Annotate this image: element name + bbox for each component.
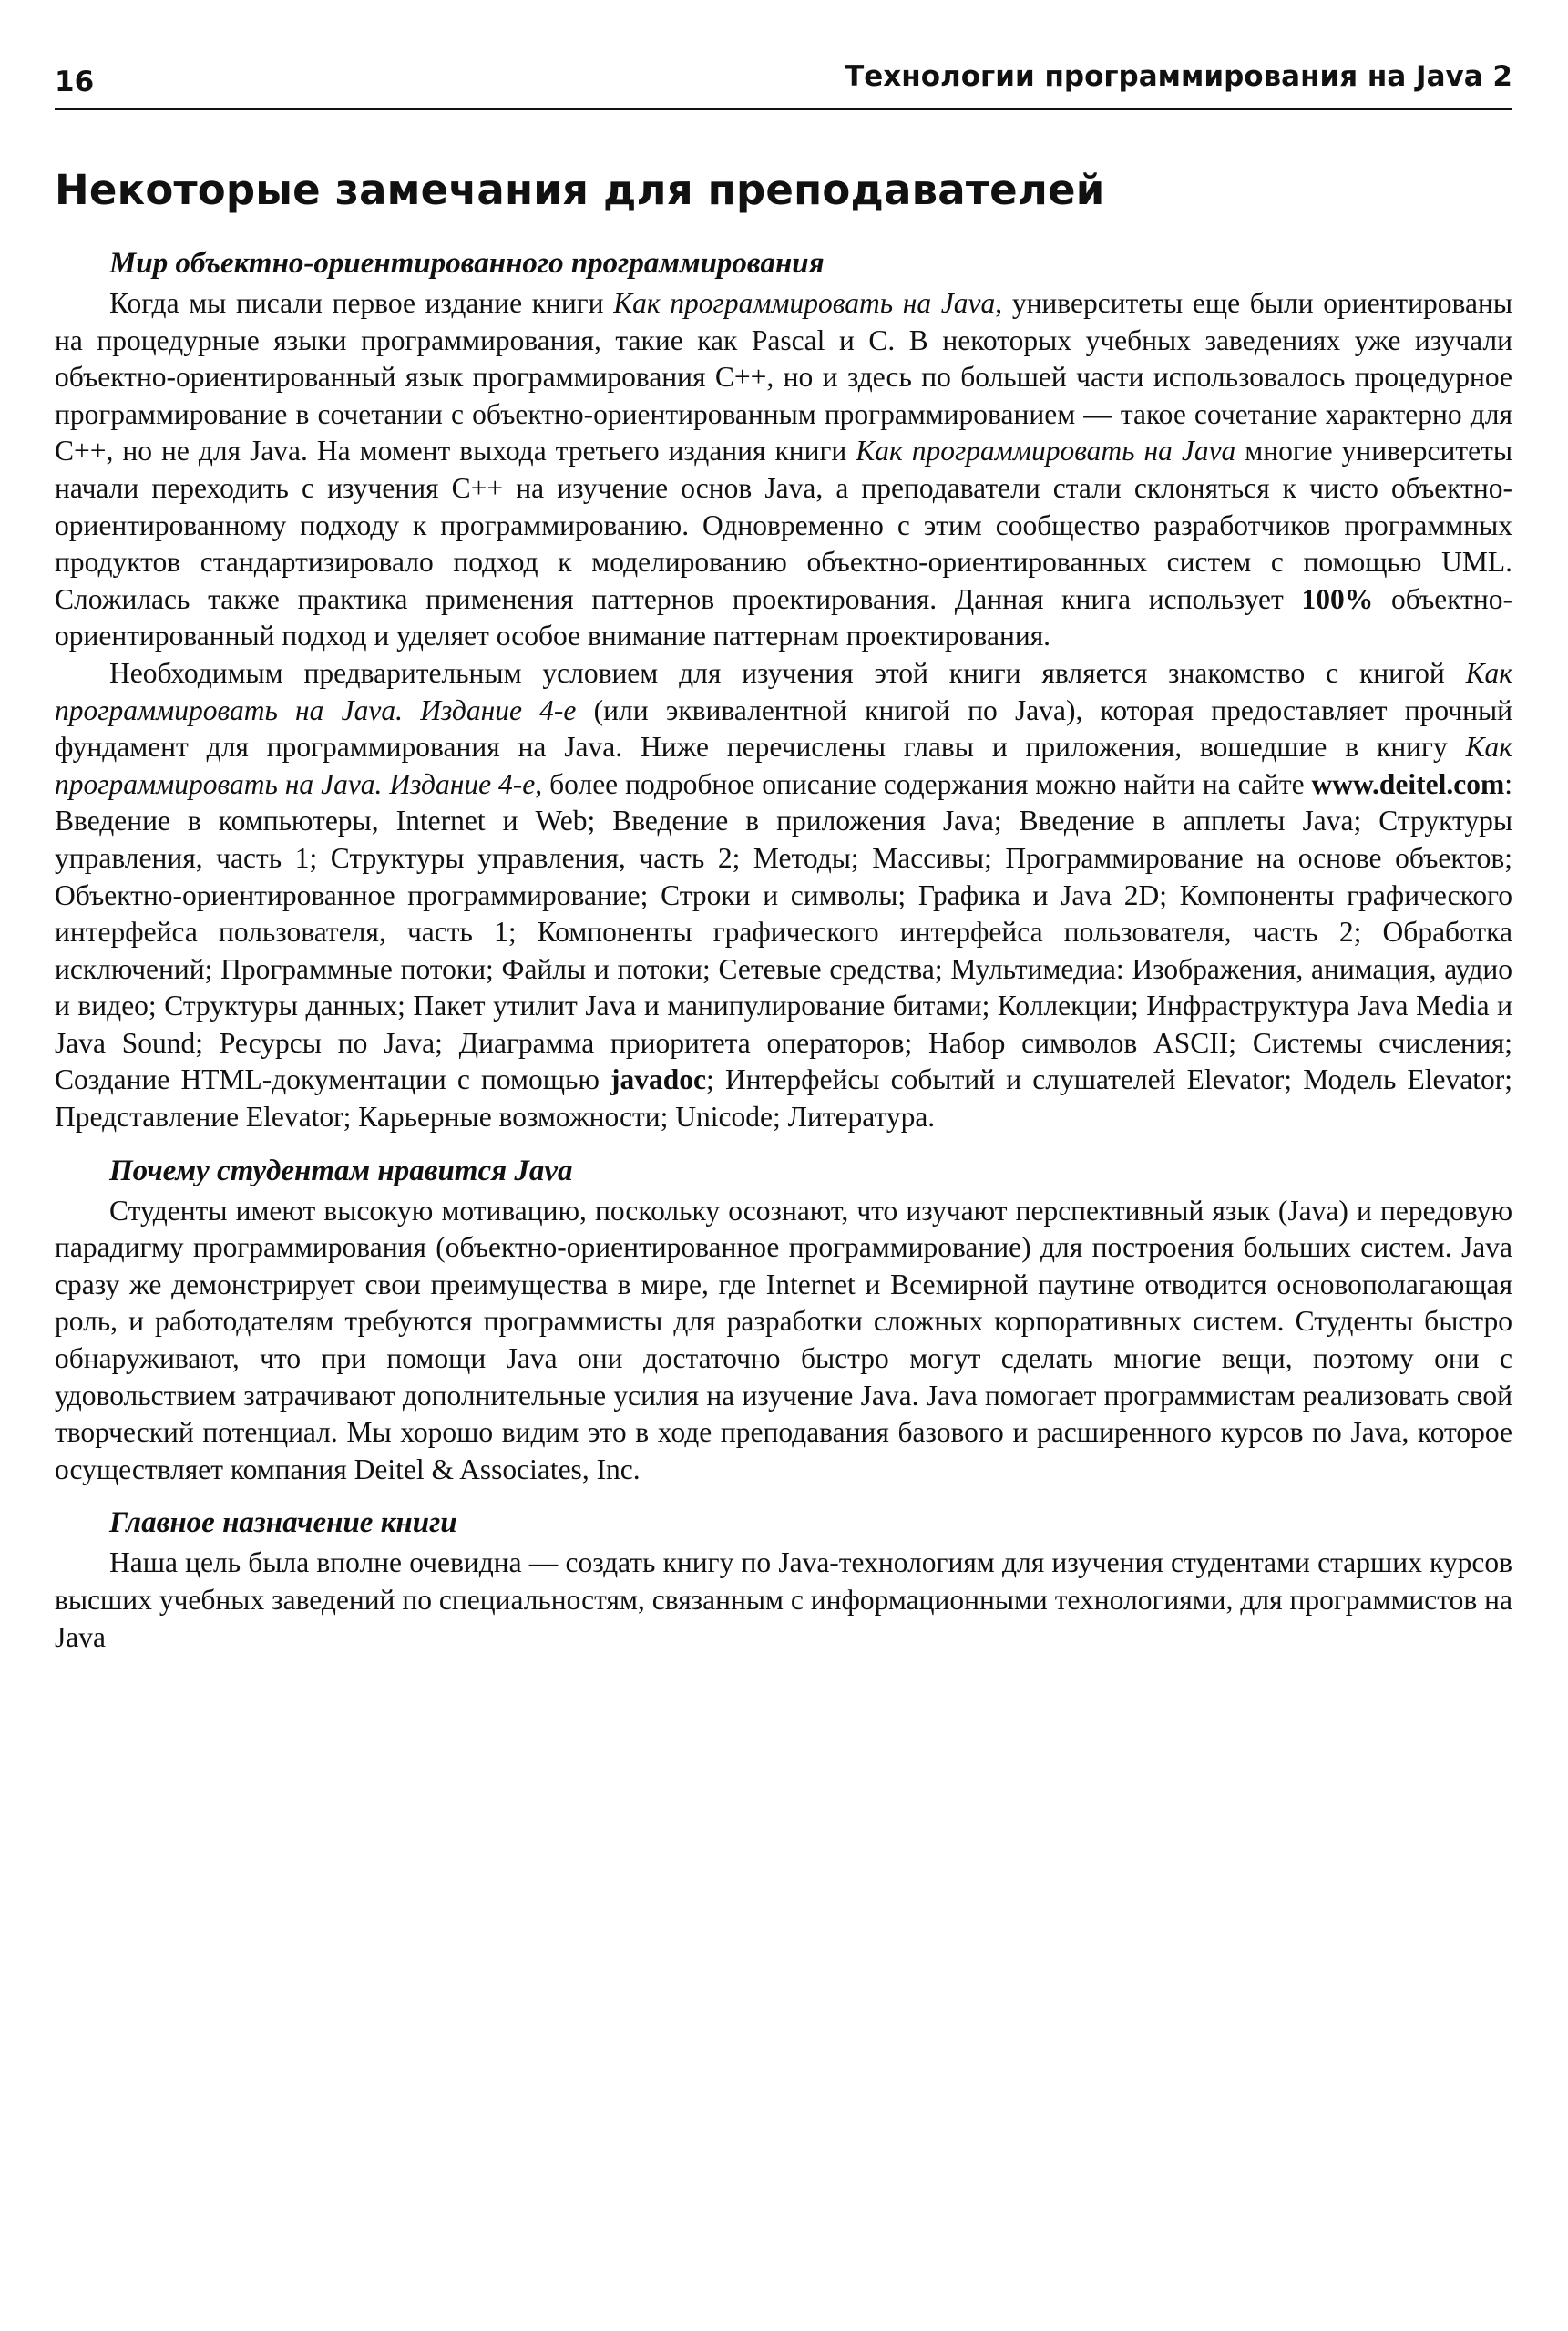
section-title: Почему студентам нравится Java bbox=[109, 1154, 573, 1187]
text-run: (или эквивалентной книгой по Java), которая предоставляет прочный фундамент для программирования на Java. Ниже перечислены главы и приложения, вошедшие в книгу bbox=[55, 693, 1512, 764]
header-rule bbox=[55, 108, 1512, 110]
text-run: Студенты имеют высокую мотивацию, поскольку осознают, что изучают перспективный язык (Java) и передовую парадигму программирования (объектно-ориентированное программирование) для построения больших систем. Java сразу же демонстрирует свои преимущества в мире, где Internet и Всемирной паутине отводится основополагающая роль, и работодателям требуются программисты для разработки сложных корпоративных систем. Студенты быстро обнаруживают, что при помощи Java они достаточно быстро могут сделать многие вещи, поэтому они с удовольствием затрачивают дополнительные усилия на изучение Java. Java помогает программистам реализовать свой творческий потенциал. Мы хорошо видим это в ходе преподавания базового и расширенного курсов по Java, которое осуществляет компания Deitel & Associates, Inc. bbox=[55, 1194, 1512, 1485]
text-run: многие университеты начали переходить с изучения C++ на изучение основ Java, а преподаватели стали склоняться к чисто объектно-ориентированному подходу к программированию. Одновременно с этим сообщество разработчиков программных продуктов стандартизировало подход к моделированию объектно-ориентированных систем с помощью UML. Сложилась также практика применения паттернов проектирования. Данная книга использует bbox=[55, 435, 1513, 615]
running-head bbox=[55, 55, 1512, 102]
text-run: : Введение в компьютеры, Internet и Web; Введение в приложения Java; Введение в апплеты Java; Структуры управления, часть 1; Структуры управления, часть 2; Методы; Массивы; Программирование на основе объектов; Объектно-ориентированное программирование; Строки и символы; Графика и Java 2D; Компоненты графического интерфейса пользователя, часть 1; Компоненты графического интерфейса пользователя, часть 2; Обработка исключений; Программные потоки; Файлы и потоки; Сетевые средства; Мультимедиа: Изображения, анимация, аудио и видео; Структуры данных; Пакет утилит Java и манипулирование битами; Коллекции; Инфраструктура Java Media и Java Sound; Ресурсы по Java; Диаграмма приоритета операторов; Набор символов ASCII; Системы счисления; Создание HTML-документации с помощью bbox=[55, 767, 1512, 1096]
bold-text: javadoc bbox=[610, 1063, 707, 1096]
paragraph bbox=[55, 1545, 1512, 1656]
page-number: 16 bbox=[55, 66, 95, 98]
italic-text: Как программировать на Java bbox=[613, 287, 996, 319]
paragraph bbox=[55, 285, 1512, 655]
text-run: ; Интерфейсы событий и слушателей Elevator; Модель Elevator; Представление Elevator; Карьерные возможности; Unicode; Литература. bbox=[55, 1063, 1513, 1134]
bold-text: www.deitel.com bbox=[1311, 767, 1505, 800]
text-run: Наша цель была вполне очевидна — создать книгу по Java-технологиям для изучения студентами старших курсов высших учебных заведений по специальностям, связанным с информационными технологиями, для программистов на Java bbox=[55, 1546, 1512, 1653]
italic-text: Как программировать на Java. Издание 4-е bbox=[55, 656, 1512, 726]
text-run: Когда мы писали первое издание книги bbox=[109, 287, 614, 319]
paragraph bbox=[55, 1193, 1512, 1489]
chapter-title: Некоторые замечания для преподавателей bbox=[55, 166, 1105, 214]
book-page bbox=[55, 55, 1513, 1653]
bold-text: 100% bbox=[1301, 582, 1374, 615]
running-head-title: Технологии программирования на Java 2 bbox=[845, 60, 1512, 93]
text-run: Необходимым предварительным условием для изучения этой книги является знакомство с книгой bbox=[109, 656, 1466, 689]
paragraph bbox=[55, 655, 1512, 1136]
text-run: , университеты еще были ориентированы на процедурные языки программирования, такие как Pascal и C. В некоторых учебных заведениях уже изучали объектно-ориентированный язык программирования C++, но и здесь по большей части использовалось процедурное программирование в сочетании с объектно-ориентированным программированием — такое сочетание характерно для C++, но не для Java. На момент выхода третьего издания книги bbox=[55, 287, 1512, 467]
section-title: Мир объектно-ориентированного программирования bbox=[109, 247, 825, 280]
text-run: , более подробное описание содержания можно найти на сайте bbox=[535, 767, 1312, 800]
section-title: Главное назначение книги bbox=[109, 1506, 457, 1540]
italic-text: Как программировать на Java bbox=[856, 435, 1236, 467]
italic-text: Как программировать на Java. Издание 4-е bbox=[55, 731, 1512, 800]
text-run: объектно-ориентированный подход и уделяет особое внимание паттернам проектирования. bbox=[55, 582, 1512, 652]
body-text bbox=[55, 241, 1512, 1656]
